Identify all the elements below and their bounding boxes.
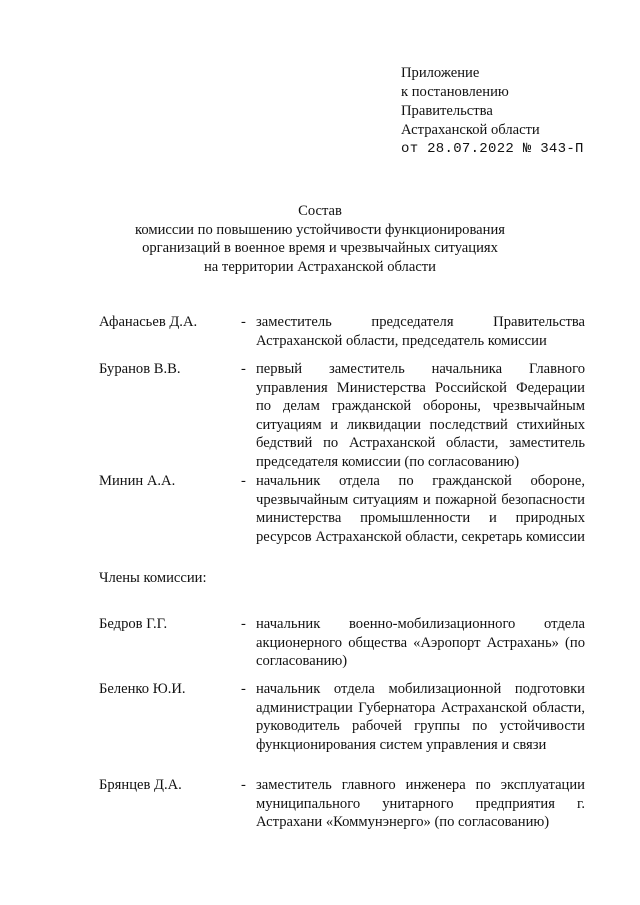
member-name: Минин А.А.	[99, 473, 176, 489]
appendix-line: Приложение	[401, 65, 480, 81]
member-name: Беленко Ю.И.	[99, 681, 186, 697]
member-name: Афанасьев Д.А.	[99, 314, 198, 330]
member-dash: -	[241, 681, 246, 697]
member-entry	[99, 360, 585, 471]
member-entry	[99, 472, 585, 546]
title-line: Состав	[298, 203, 342, 219]
member-description: начальник отдела по гражданской обороне, чрезвычайным ситуациям и пожарной безопасности министерства промышленности и природных ресурсов Астраханской области, секретарь комиссии	[256, 473, 585, 545]
member-description: заместитель главного инженера по эксплуатации муниципального унитарного предприятия г. Астрахани «Коммунэнерго» (по согласованию)	[256, 777, 585, 830]
appendix-line: Правительства	[401, 103, 493, 119]
member-description: первый заместитель начальника Главного управления Министерства Российской Федерации по делам гражданской обороны, чрезвычайным ситуациям и ликвидации последствий стихийных бедствий по Астраханской области, заместитель председателя комиссии (по согласованию)	[256, 361, 585, 470]
title-line: на территории Астраханской области	[204, 258, 436, 275]
member-name: Буранов В.В.	[99, 361, 181, 377]
member-name: Брянцев Д.А.	[99, 777, 182, 793]
member-name: Бедров Г.Г.	[99, 616, 168, 632]
member-dash: -	[241, 361, 246, 377]
member-entry	[99, 776, 585, 832]
member-dash: -	[241, 314, 246, 330]
member-entry	[99, 313, 585, 350]
document-title	[0, 202, 640, 276]
title-line: комиссии по повышению устойчивости функционирования	[135, 221, 505, 238]
appendix-line: Астраханской области	[401, 122, 540, 138]
member-entry	[99, 680, 585, 754]
member-description: заместитель председателя Правительства Астраханской области, председатель комиссии	[256, 314, 585, 349]
member-dash: -	[241, 473, 246, 489]
member-dash: -	[241, 616, 246, 632]
appendix-date-number: от 28.07.2022 № 343-П	[401, 141, 584, 157]
member-entry	[99, 615, 585, 671]
section-label: Члены комиссии:	[99, 570, 207, 586]
title-line: организаций в военное время и чрезвычайных ситуациях	[142, 240, 498, 256]
member-description: начальник военно-мобилизационного отдела акционерного общества «Аэропорт Астрахань» (по согласованию)	[256, 616, 585, 669]
member-dash: -	[241, 777, 246, 793]
member-description: начальник отдела мобилизационной подготовки администрации Губернатора Астраханской области, руководитель рабочей группы по устойчивости функционирования систем управления и связи	[256, 681, 585, 753]
appendix-line: к постановлению	[401, 84, 509, 100]
appendix-header	[401, 64, 584, 159]
